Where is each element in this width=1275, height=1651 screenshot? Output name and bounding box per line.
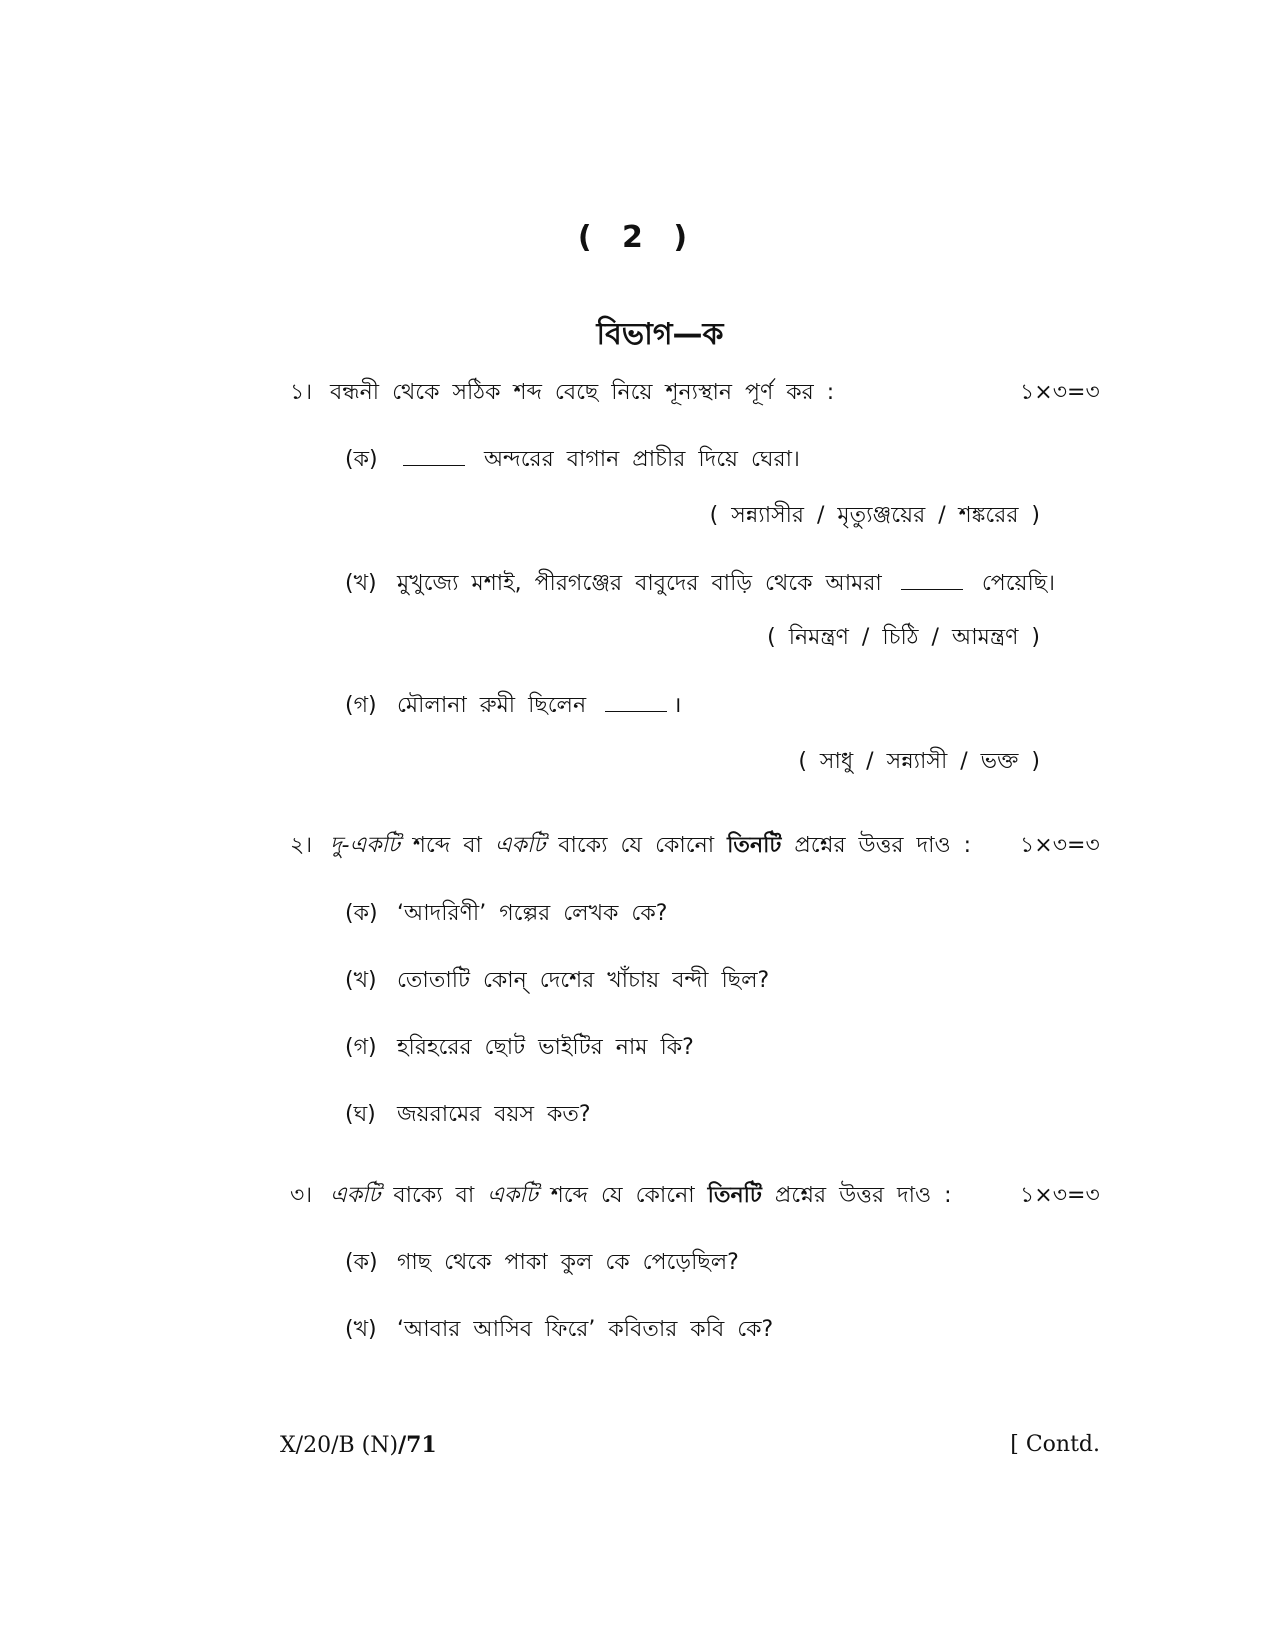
item-text: তোতাটি কোন্ দেশের খাঁচায় বন্দী ছিল? xyxy=(397,968,770,993)
item-options: ( নিমন্ত্রণ / চিঠি / আমন্ত্রণ ) xyxy=(767,625,1040,650)
item-text: গাছ থেকে পাকা কুল কে পেড়েছিল? xyxy=(397,1250,739,1275)
question-number: ১। xyxy=(290,380,313,405)
item-label: (ক) xyxy=(345,901,378,926)
question-instruction: একটি বাক্যে বা একটি শব্দে যে কোনো তিনটি প্রশ্নের উত্তর দাও : xyxy=(330,1183,952,1208)
item-text: অন্দরের বাগান প্রাচীর দিয়ে ঘেরা। xyxy=(397,442,800,479)
question-marks: ১×৩=৩ xyxy=(1020,833,1100,858)
item-label: (গ) xyxy=(345,1035,377,1060)
item-label: (গ) xyxy=(345,693,377,718)
item-text: হরিহরের ছোট ভাইটির নাম কি? xyxy=(397,1035,694,1060)
page-number: ( 2 ) xyxy=(577,220,698,255)
question-instruction: বন্ধনী থেকে সঠিক শব্দ বেছে নিয়ে শূন্যস্থান পূর্ণ কর : xyxy=(330,380,835,405)
continued-note: [ Contd. xyxy=(1010,1432,1100,1457)
question-number: ২। xyxy=(290,833,313,858)
paper-code: X/20/B (N)/71 xyxy=(280,1432,437,1458)
question-marks: ১×৩=৩ xyxy=(1020,1183,1100,1208)
item-label: (খ) xyxy=(345,571,377,596)
item-label: (খ) xyxy=(345,1317,377,1342)
blank-line xyxy=(605,693,667,712)
item-label: (ঘ) xyxy=(345,1102,376,1127)
question-marks: ১×৩=৩ xyxy=(1020,380,1100,405)
section-title: বিভাগ—ক xyxy=(596,317,724,352)
item-text: ‘আদরিণী’ গল্পের লেখক কে? xyxy=(397,901,668,926)
item-text: জয়রামের বয়স কত? xyxy=(397,1102,591,1127)
item-options: ( সন্ন্যাসীর / মৃত্যুঞ্জয়ের / শঙ্করের ) xyxy=(709,503,1040,528)
item-label: (ক) xyxy=(345,447,378,472)
item-label: (খ) xyxy=(345,968,377,993)
item-text: মৌলানা রুমী ছিলেন । xyxy=(397,693,682,718)
question-number: ৩। xyxy=(290,1183,313,1208)
blank-line xyxy=(901,571,963,590)
item-text: মুখুজ্যে মশাই, পীরগঞ্জের বাবুদের বাড়ি থেকে আমরা পেয়েছি। xyxy=(397,571,1055,596)
question-instruction: দু-একটি শব্দে বা একটি বাক্যে যে কোনো তিনটি প্রশ্নের উত্তর দাও : xyxy=(330,833,972,858)
item-options: ( সাধু / সন্ন্যাসী / ভক্ত ) xyxy=(798,749,1040,774)
item-label: (ক) xyxy=(345,1250,378,1275)
item-text: ‘আবার আসিব ফিরে’ কবিতার কবি কে? xyxy=(397,1317,774,1342)
blank-line xyxy=(403,447,465,466)
